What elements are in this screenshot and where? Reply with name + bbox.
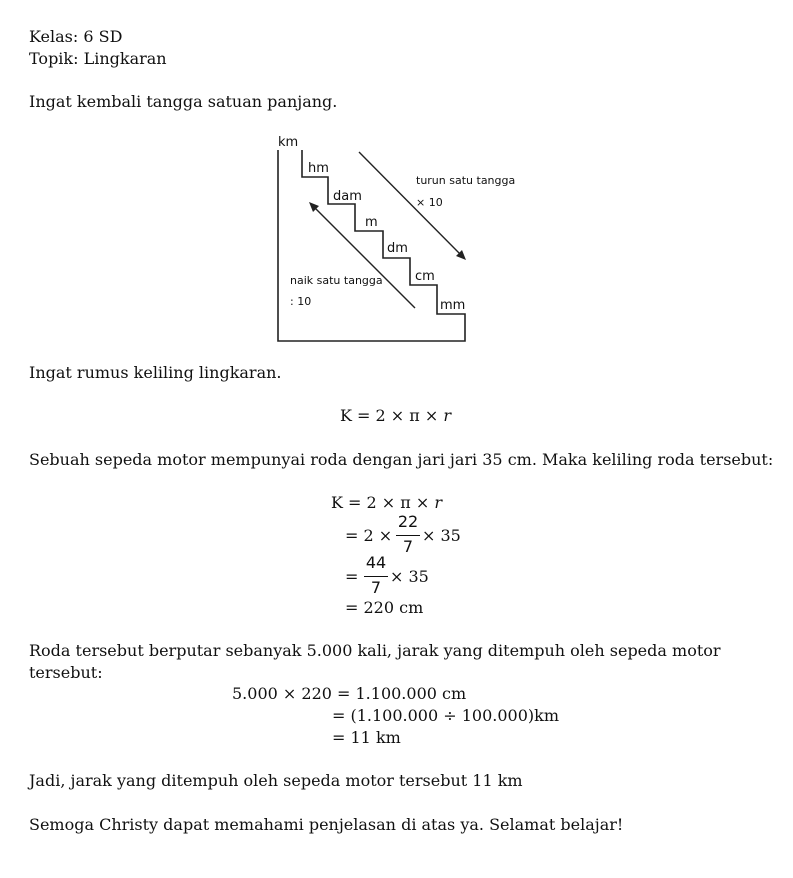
unit-mm: mm xyxy=(440,298,466,313)
calc1-line3-post: × 35 xyxy=(390,567,429,586)
closing-text: Semoga Christy dapat memahami penjelasan di atas ya. Selamat belajar! xyxy=(29,815,624,834)
unit-dm: dm xyxy=(387,241,408,256)
calc1-line1-var: r xyxy=(434,493,443,512)
frac1-denominator: 7 xyxy=(402,537,414,556)
unit-stairs-diagram xyxy=(270,130,530,350)
calc1-line4: = 220 cm xyxy=(345,598,424,617)
conclusion-text: Jadi, jarak yang ditempuh oleh sepeda motor tersebut 11 km xyxy=(29,771,523,790)
down-arrow xyxy=(359,152,463,257)
calc1-line3-pre: = xyxy=(345,567,359,586)
up-arrow xyxy=(312,205,415,308)
calc2-line1: 5.000 × 220 = 1.100.000 cm xyxy=(232,684,467,703)
calc2-line3: = 11 km xyxy=(332,728,401,747)
intro-formula-text: Ingat rumus keliling lingkaran. xyxy=(29,363,282,382)
down-label: turun satu tangga xyxy=(416,174,516,187)
topic-line: Topik: Lingkaran xyxy=(29,49,167,68)
up-label: naik satu tangga xyxy=(290,274,383,287)
up-operation: : 10 xyxy=(290,295,312,308)
unit-m: m xyxy=(365,215,378,230)
distance-text-1: Roda tersebut berputar sebanyak 5.000 kali, jarak yang ditempuh oleh sepeda motor xyxy=(29,641,721,660)
calc1-line1-text: K = 2 × π × xyxy=(331,493,435,512)
distance-text-2: tersebut: xyxy=(29,663,103,682)
unit-dam: dam xyxy=(333,189,362,204)
calc2-line2: = (1.100.000 ÷ 100.000)km xyxy=(332,706,560,725)
formula-var: r xyxy=(443,406,452,425)
intro-units-text: Ingat kembali tangga satuan panjang. xyxy=(29,92,338,111)
formula-lhs: K = 2 × π × xyxy=(340,406,444,425)
unit-km: km xyxy=(278,135,299,150)
calc1-line2-pre: = 2 × xyxy=(345,526,393,545)
unit-cm: cm xyxy=(415,269,435,284)
calc1-line1 xyxy=(331,492,442,514)
problem-text: Sebuah sepeda motor mempunyai roda dengan jari jari 35 cm. Maka keliling roda tersebut: xyxy=(29,450,774,469)
circumference-formula xyxy=(340,405,451,427)
down-operation: × 10 xyxy=(416,196,443,209)
frac1-bar xyxy=(396,535,420,536)
calc1-line2-post: × 35 xyxy=(422,526,461,545)
frac2-denominator: 7 xyxy=(370,578,382,597)
frac1-numerator: 22 xyxy=(397,512,419,531)
frac2-bar xyxy=(364,576,388,577)
unit-hm: hm xyxy=(308,161,329,176)
frac2-numerator: 44 xyxy=(365,553,387,572)
class-line: Kelas: 6 SD xyxy=(29,27,123,46)
